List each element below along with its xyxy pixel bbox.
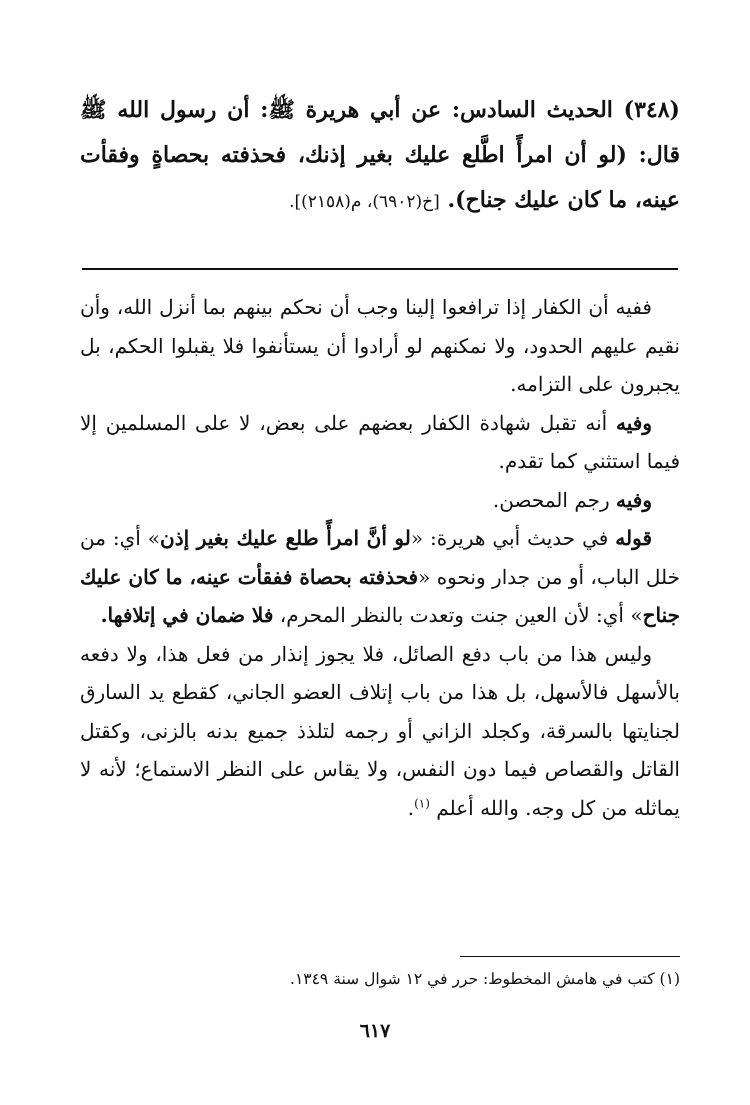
footnote: [80, 966, 680, 992]
footnote-text: كتب في هامش المخطوط: حرر في ١٢ شوال سنة ١٣٤٩.: [290, 970, 655, 988]
hadith-text: قال: (لو أن امرأً اطَّلع عليك بغير إذنك، فحذفته بحصاةٍ وفقأت عينه، ما كان عليك جناح).: [80, 142, 680, 213]
paragraph-text: وليس هذا من باب دفع الصائل، فلا يجوز إنذار من فعل هذا، ولا دفعه بالأسهل فالأسهل، بل هذا من باب إتلاف العضو الجاني، كقطع يد السارق لجنايتها بالسرقة، وكجلد الزاني أو رجمه لتلذذ جميع بدنه بالزنى، وكقتل القاتل والقصاص فيما دون النفس، ولا يقاس على النظر الاستماع؛ لأنه لا يماثله من كل وجه. والله أعلم: [80, 641, 680, 820]
footnote-reference[interactable]: (١): [414, 795, 430, 810]
lead-word: وفيه: [616, 487, 652, 512]
lead-word: وفيه: [616, 410, 652, 435]
commentary-paragraph-5: [80, 635, 680, 828]
page-number: ٦١٧: [359, 1020, 391, 1042]
footnote-marker: (١): [659, 970, 680, 988]
quoted-hadith-phrase: لو أنَّ امرأً طلع عليك بغير إذن: [160, 526, 411, 550]
paragraph-text: » أي: لأن العين جنت وتعدت بالنظر المحرم،: [279, 603, 643, 627]
hadith-number: (٣٤٨): [623, 97, 680, 123]
commentary-paragraph-2: [80, 404, 680, 481]
hadith-header: الحديث السادس: عن أبي هريرة: [305, 97, 613, 123]
commentary: [80, 288, 680, 827]
paragraph-text: .: [407, 795, 415, 820]
paragraph-text: رجم المحصن.: [492, 487, 610, 512]
hadith-intro: : أن رسول الله: [117, 97, 269, 123]
hadith-block: [80, 88, 680, 225]
prophet-honorific: ﷺ: [80, 97, 107, 123]
hadith-reference: [خ(٦٩٠٢)، م(٢١٥٨)].: [289, 192, 440, 212]
lead-word: قوله: [615, 526, 653, 550]
quoted-hadith-phrase: فحذفته بحصاة ففقأت عينه، ما كان عليك جناح: [80, 564, 680, 627]
commentary-paragraph-1: ففيه أن الكفار إذا ترافعوا إلينا وجب أن نحكم بينهم بما أنزل الله، وأن نقيم عليهم الحدود، ولا نمكنهم لو أرادوا أن يستأنفوا فلا يقبلوا الحكم، بل يجبرون على التزامه.: [80, 295, 680, 396]
emphasis-text: فلا ضمان في إتلافها.: [100, 603, 274, 627]
footnote-divider: [460, 956, 680, 957]
paragraph-text: في حديث أبي هريرة: «: [410, 526, 609, 550]
companion-honorific: ﷺ: [268, 97, 295, 123]
paragraph-text: » أي: من خلل الباب، أو من جدار ونحوه «: [80, 526, 680, 589]
paragraph-text: أنه تقبل شهادة الكفار بعضهم على بعض، لا على المسلمين إلا فيما استثني كما تقدم.: [80, 410, 680, 473]
commentary-paragraph-4: [80, 519, 680, 635]
section-divider: [82, 268, 678, 270]
commentary-paragraph-3: [80, 481, 680, 520]
